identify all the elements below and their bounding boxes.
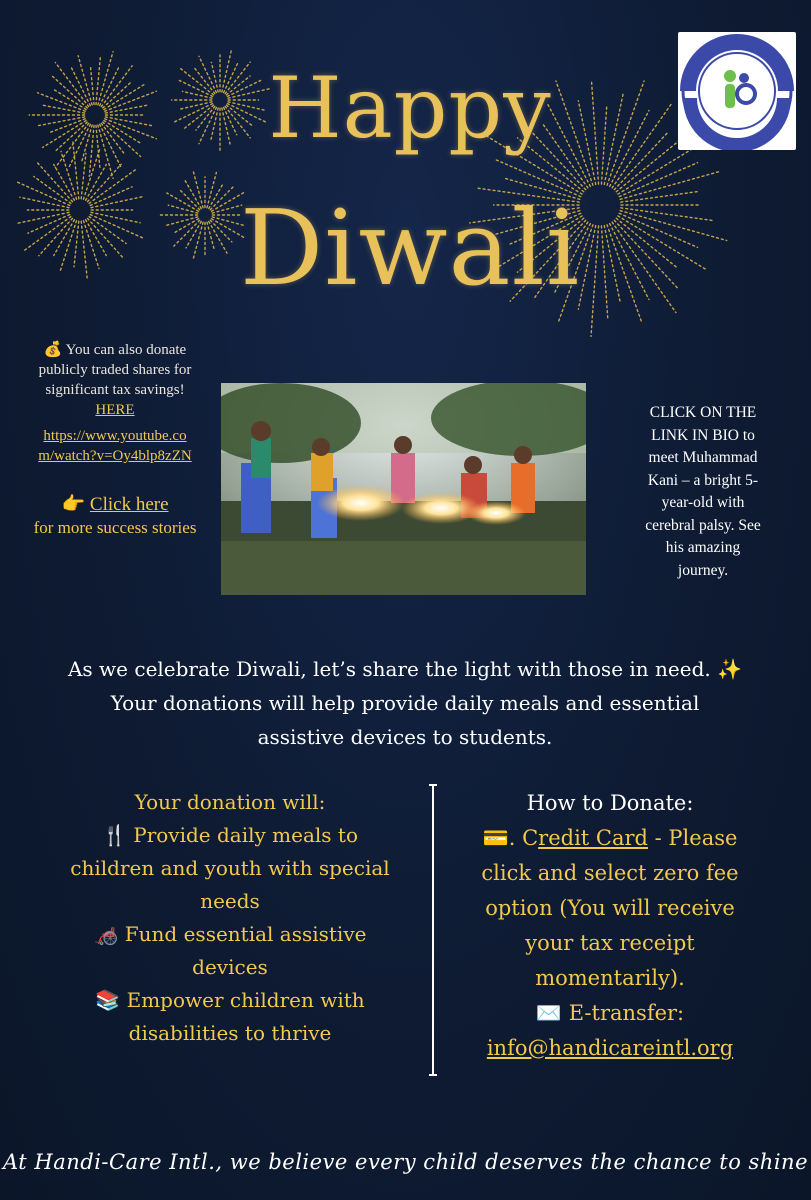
how-to-donate bbox=[470, 786, 750, 1066]
impact-meals: 🍴 Provide daily meals to bbox=[101, 823, 358, 847]
firework-spark bbox=[15, 212, 69, 223]
story-line: LINK IN BIO to bbox=[651, 426, 755, 444]
impact-empower-cont: disabilities to thrive bbox=[128, 1021, 332, 1045]
credit-card-line: option (You will receive bbox=[485, 896, 735, 920]
firework-spark bbox=[614, 220, 678, 289]
intro-line: As we celebrate Diwali, let’s share the light with those in need. ✨ bbox=[67, 657, 742, 681]
firework-spark bbox=[185, 179, 202, 208]
firework-spark bbox=[28, 215, 70, 234]
success-stories-row bbox=[10, 492, 220, 517]
credit-card-icon: 💳 bbox=[482, 826, 509, 850]
firework-spark bbox=[74, 221, 79, 266]
firework-spark bbox=[620, 172, 718, 200]
story-line: journey. bbox=[677, 561, 729, 579]
firework-spark bbox=[211, 62, 218, 91]
photo-illustration bbox=[221, 383, 586, 595]
story-line: Kani – a bright 5- bbox=[647, 471, 759, 489]
donation-impact-heading: Your donation will: bbox=[134, 790, 326, 814]
firework-spark bbox=[186, 221, 201, 247]
here-link[interactable]: HERE bbox=[95, 402, 135, 418]
shares-line: publicly traded shares for bbox=[38, 362, 192, 378]
credit-card-line: click and select zero fee bbox=[481, 861, 739, 885]
firework-spark bbox=[20, 197, 69, 207]
impact-meals-cont: needs bbox=[200, 889, 260, 913]
muhammad-kani-story bbox=[614, 402, 792, 582]
etransfer-option: ✉️ E-transfer: bbox=[535, 1001, 685, 1025]
intro-message bbox=[60, 652, 750, 754]
firework-spark bbox=[54, 165, 75, 201]
credit-card-line: momentarily). bbox=[535, 966, 685, 990]
firework-spark bbox=[78, 56, 92, 105]
firework-spark bbox=[199, 56, 216, 92]
youtube-link-line[interactable]: m/watch?v=Oy4blp8zZN bbox=[38, 448, 192, 464]
story-line: CLICK ON THE bbox=[649, 404, 757, 421]
intro-line: Your donations will help provide daily meals and essential bbox=[110, 691, 700, 715]
how-to-donate-heading: How to Donate: bbox=[526, 791, 694, 815]
firework-spark bbox=[105, 117, 151, 126]
firework-spark bbox=[89, 217, 126, 244]
donation-impact-list bbox=[60, 786, 400, 1050]
firework-spark bbox=[607, 81, 644, 185]
credit-card-line: your tax receipt bbox=[525, 931, 695, 955]
firework-spark bbox=[60, 221, 77, 273]
credit-card-option: 💳. Credit Card - Please bbox=[482, 826, 738, 850]
firework-spark bbox=[90, 187, 132, 206]
firework-spark bbox=[91, 212, 140, 222]
firework-spark bbox=[39, 117, 85, 126]
credit-card-link[interactable]: redit Card bbox=[538, 826, 648, 850]
footer-tagline: At Handi-Care Intl., we believe every child deserves the chance to shine bbox=[2, 1150, 808, 1174]
story-line: meet Muhammad bbox=[648, 449, 758, 466]
firework-spark bbox=[83, 147, 100, 199]
fork-knife-icon: 🍴 bbox=[101, 823, 127, 847]
firework-spark bbox=[86, 220, 107, 256]
story-line: cerebral palsy. See bbox=[645, 516, 761, 534]
firework-spark bbox=[620, 211, 726, 241]
story-line: his amazing bbox=[665, 539, 741, 556]
firework-spark bbox=[619, 213, 697, 247]
firework-spark bbox=[104, 85, 144, 110]
impact-empower: 📚 Empower children with bbox=[95, 988, 365, 1012]
firework-spark bbox=[38, 93, 86, 111]
shares-line: 💰 You can also donate bbox=[43, 342, 187, 358]
youtube-link-line[interactable]: https://www.youtube.co bbox=[43, 428, 187, 444]
firework-spark bbox=[621, 192, 697, 202]
firework-spark bbox=[174, 220, 200, 246]
wheelchair-icon: 🦽 bbox=[93, 922, 119, 946]
firework-spark bbox=[168, 205, 197, 213]
firework-spark bbox=[91, 196, 145, 207]
firework-spark bbox=[54, 220, 75, 256]
children-diwali-photo bbox=[221, 383, 586, 595]
shares-donation-note bbox=[10, 340, 220, 539]
books-icon: 📚 bbox=[95, 988, 121, 1012]
title-happy: Happy bbox=[268, 59, 552, 157]
firework-spark bbox=[185, 105, 214, 128]
handi-care-logo bbox=[678, 32, 796, 150]
firework-spark bbox=[49, 119, 85, 133]
impact-devices: 🦽 Fund essential assistive bbox=[93, 922, 367, 946]
story-line: year-old with bbox=[661, 494, 745, 511]
click-here-link[interactable]: Click here bbox=[89, 494, 169, 515]
firework-spark bbox=[23, 217, 71, 252]
firework-spark bbox=[601, 107, 606, 184]
impact-meals-cont: children and youth with special bbox=[70, 856, 390, 880]
impact-devices-cont: devices bbox=[192, 955, 268, 979]
intro-line: assistive devices to students. bbox=[257, 725, 553, 749]
firework-spark bbox=[89, 169, 137, 204]
success-stories-caption: for more success stories bbox=[33, 518, 197, 537]
pointing-hand-icon: 👉 bbox=[61, 493, 86, 515]
logo-emblem-icon bbox=[678, 32, 796, 150]
firework-spark bbox=[604, 93, 623, 185]
envelope-icon: ✉️ bbox=[535, 1001, 563, 1025]
shares-line: significant tax savings! bbox=[45, 382, 185, 398]
firework-spark bbox=[182, 91, 211, 98]
firework-spark bbox=[619, 163, 697, 197]
firework-spark bbox=[199, 107, 216, 143]
email-link[interactable]: info@handicareintl.org bbox=[486, 1036, 734, 1060]
title-diwali: Diwali bbox=[239, 187, 581, 309]
firework-spark bbox=[98, 125, 113, 178]
firework-spark bbox=[618, 216, 705, 269]
firework-spark bbox=[34, 176, 71, 203]
firework-spark bbox=[86, 165, 107, 201]
firework-spark bbox=[53, 89, 86, 109]
firework-spark bbox=[180, 68, 214, 95]
firework-spark bbox=[101, 66, 132, 107]
column-divider bbox=[432, 784, 434, 1076]
